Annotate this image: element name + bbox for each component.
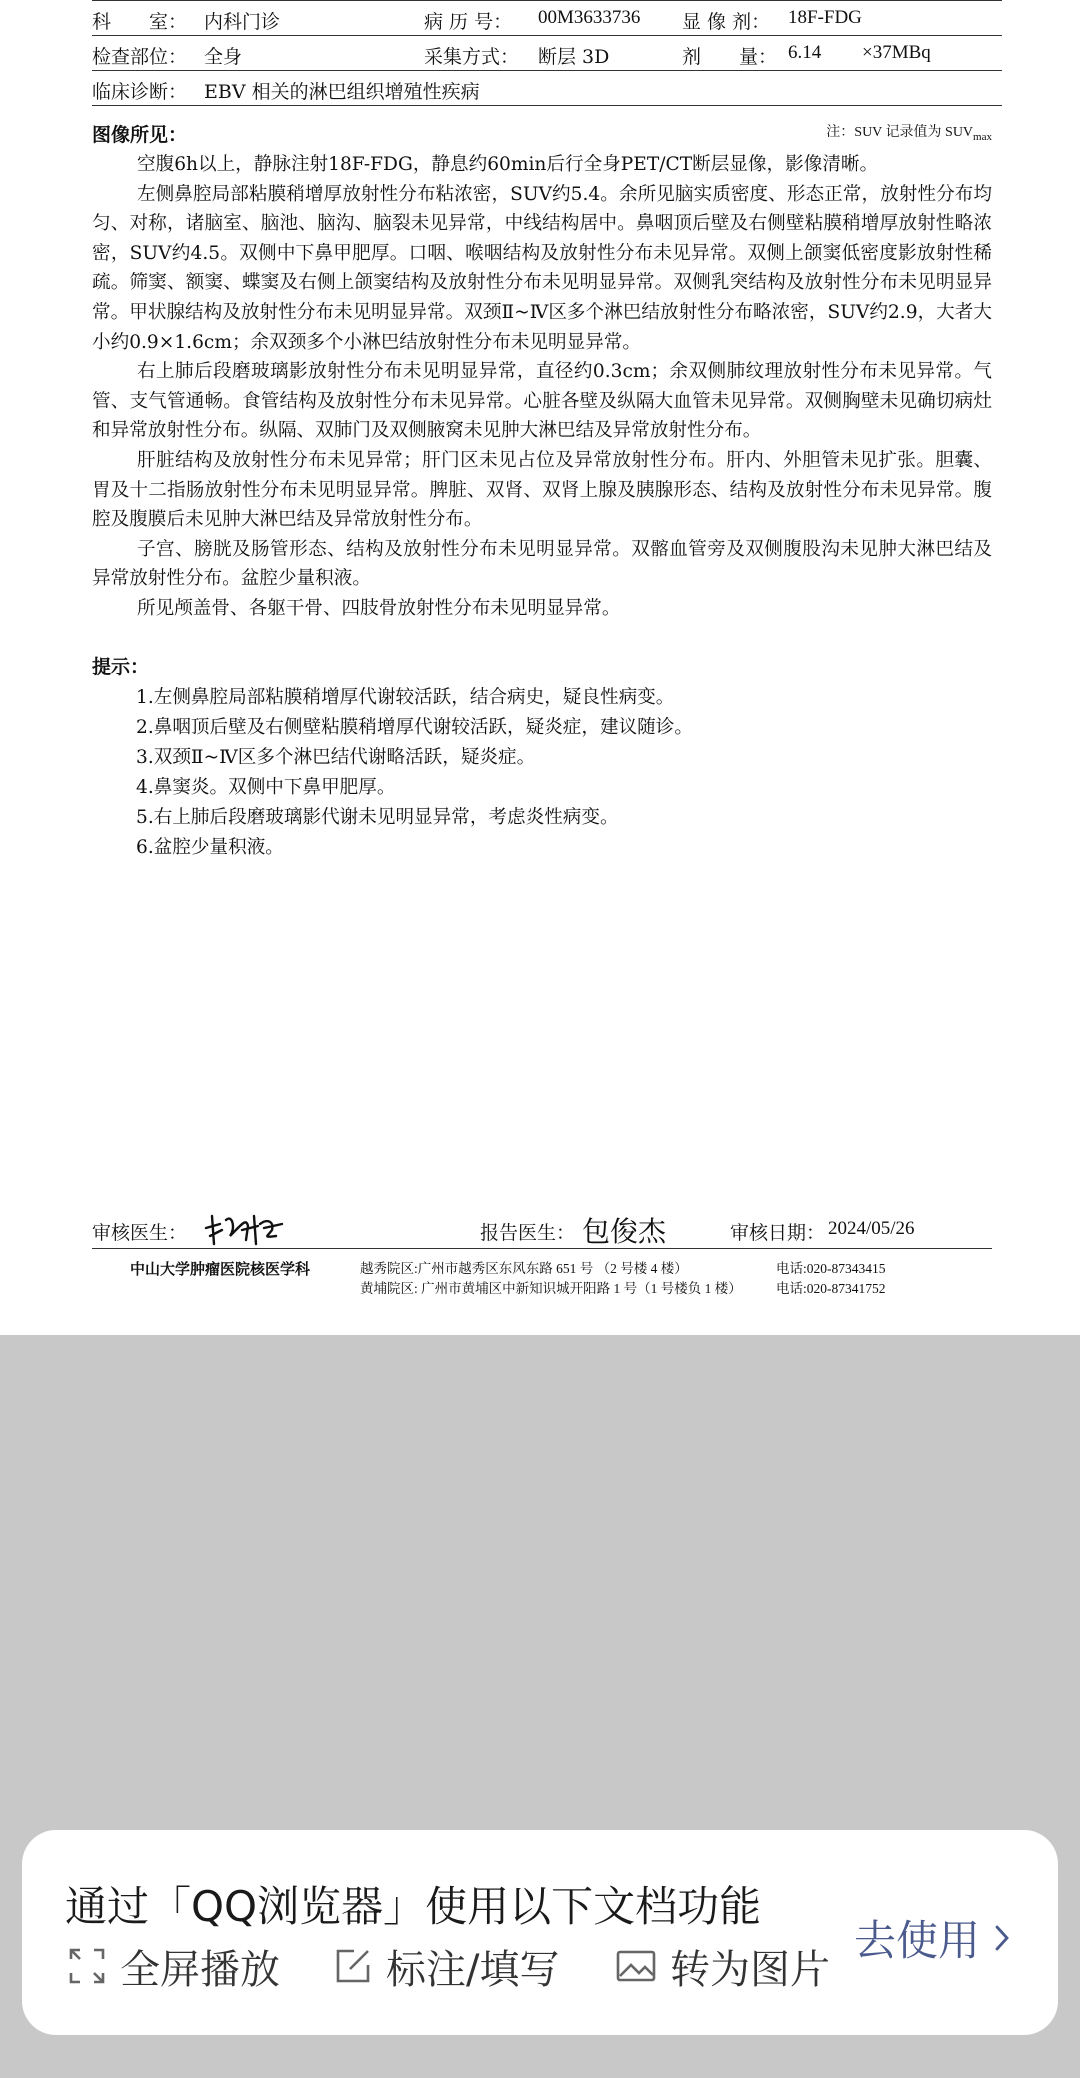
record-number-value: 00M3633736 — [538, 7, 641, 28]
suv-note-subscript: max — [973, 130, 992, 143]
acquisition-method-label: 采集方式： — [424, 46, 520, 68]
findings-paragraph: 左侧鼻腔局部粘膜稍增厚放射性分布粘浓密，SUV约5.4。余所见脑实质密度、形态正常，放射性分布均匀、对称，诸脑室、脑池、脑沟、脑裂未见异常，中线结构居中。鼻咽顶后壁及右侧壁粘膜稍增厚放射性略浓密，SUV约4.5。双侧中下鼻甲肥厚。口咽、喉咽结构及放射性分布未见异常。双侧上颌窦低密度影放射性稀疏。筛窦、额窦、蝶窦及右侧上颌窦结构及放射性分布未见明显异常。双侧乳突结构及放射性分布未见明显异常。甲状腺结构及放射性分布未见明显异常。双颈Ⅱ~Ⅳ区多个淋巴结放射性分布略浓密，SUV约2.9，大者大小约0.9×1.6cm；余双颈多个小淋巴结放射性分布未见明显异常。 — [92, 183, 992, 353]
hints-title: 提示： — [92, 657, 150, 678]
imaging-agent-value: 18F-FDG — [788, 7, 862, 28]
findings-paragraph: 肝脏结构及放射性分布未见异常；肝门区未见占位及异常放射性分布。肝内、外胆管未见扩张。胆囊、胃及十二指肠放射性分布未见明显异常。脾脏、双肾、双肾上腺及胰腺形态、结构及放射性分布未见异常。腹腔及腹膜后未见肿大淋巴结及异常放射性分布。 — [92, 449, 992, 531]
imaging-agent-label: 显 像 剂： — [682, 11, 771, 33]
department-label: 科 室： — [92, 11, 188, 33]
findings-title: 图像所见： — [92, 125, 188, 146]
banner-title: 通过「QQ浏览器」使用以下文档功能 — [65, 1882, 762, 1931]
edit-icon — [334, 1947, 372, 1985]
exam-site-label: 检查部位： — [92, 46, 188, 68]
info-row-site — [92, 36, 1002, 71]
department-value: 内科门诊 — [204, 11, 281, 33]
info-row-diagnosis — [92, 71, 1002, 106]
review-date-value: 2024/05/26 — [828, 1218, 915, 1239]
fullscreen-label: 全屏播放 — [120, 1946, 280, 1993]
phone-huangpu: 电话:020-87341752 — [776, 1281, 886, 1296]
hospital-name: 中山大学肿瘤医院核医学科 — [130, 1261, 311, 1278]
findings-paragraph: 空腹6h以上，静脉注射18F-FDG，静息约60min后行全身PET/CT断层显像，影像清晰。 — [137, 154, 879, 175]
fullscreen-icon — [68, 1947, 106, 1985]
chevron-right-icon — [994, 1923, 1010, 1953]
phone-yuexiu: 电话:020-87343415 — [776, 1261, 886, 1276]
reporter-label: 报告医生： — [480, 1222, 576, 1244]
reporter-name: 包俊杰 — [582, 1215, 667, 1248]
reviewer-signature-image — [202, 1206, 288, 1250]
address-huangpu: 黄埔院区: 广州市黄埔区中新知识城开阳路 1 号（1 号楼负 1 楼） — [360, 1281, 742, 1296]
dose-label: 剂 量： — [682, 46, 778, 68]
hint-item: 6.盆腔少量积液。 — [136, 837, 284, 858]
info-row-department — [92, 0, 1002, 36]
to-image-feature[interactable] — [616, 1940, 830, 1992]
suv-note-text: 注：SUV 记录值为 SUV — [826, 125, 974, 140]
annotate-feature[interactable] — [334, 1940, 559, 1992]
exam-site-value: 全身 — [204, 46, 243, 68]
record-number-label: 病 历 号： — [424, 11, 513, 33]
image-icon — [616, 1949, 656, 1983]
patient-info-table — [92, 0, 1002, 106]
reviewer-label: 审核医生： — [92, 1222, 188, 1244]
hint-item: 2.鼻咽顶后壁及右侧壁粘膜稍增厚代谢较活跃，疑炎症，建议随诊。 — [136, 717, 693, 738]
hint-item: 5.右上肺后段磨玻璃影代谢未见明显异常，考虑炎性病变。 — [136, 807, 619, 828]
findings-paragraph: 右上肺后段磨玻璃影放射性分布未见明显异常，直径约0.3cm；余双侧肺纹理放射性分布未见异常。气管、支气管通畅。食管结构及放射性分布未见异常。心脏各壁及纵隔大血管未见异常。双侧胸壁未见确切病灶和异常放射性分布。纵隔、双肺门及双侧腋窝未见肿大淋巴结及异常放射性分布。 — [92, 361, 992, 442]
qq-browser-promo-banner[interactable] — [22, 1830, 1058, 2035]
findings-body — [92, 150, 992, 624]
signature-row — [92, 1210, 992, 1249]
go-use-button[interactable] — [854, 1910, 1010, 1966]
go-use-label: 去使用 — [854, 1916, 981, 1965]
findings-paragraph: 子宫、膀胱及肠管形态、结构及放射性分布未见明显异常。双髂血管旁及双侧腹股沟未见肿大淋巴结及异常放射性分布。盆腔少量积液。 — [92, 538, 992, 590]
findings-paragraph: 所见颅盖骨、各躯干骨、四肢骨放射性分布未见明显异常。 — [137, 597, 621, 619]
dose-unit: ×37MBq — [862, 42, 931, 63]
hint-item: 3.双颈Ⅱ~Ⅳ区多个淋巴结代谢略活跃，疑炎症。 — [136, 747, 536, 768]
fullscreen-feature[interactable] — [68, 1940, 280, 1992]
hint-item: 4.鼻窦炎。双侧中下鼻甲肥厚。 — [136, 777, 396, 798]
suv-note — [826, 121, 992, 143]
address-yuexiu: 越秀院区:广州市越秀区东风东路 651 号 （2 号楼 4 楼） — [360, 1261, 688, 1276]
annotate-label: 标注/填写 — [386, 1946, 560, 1993]
acquisition-method-value: 断层 3D — [538, 46, 610, 68]
hint-item: 1.左侧鼻腔局部粘膜稍增厚代谢较活跃，结合病史，疑良性病变。 — [136, 687, 675, 708]
to-image-label: 转为图片 — [670, 1946, 830, 1993]
clinical-diagnosis-label: 临床诊断： — [92, 81, 188, 103]
dose-value: 6.14 — [788, 42, 822, 63]
review-date-label: 审核日期： — [730, 1222, 826, 1244]
clinical-diagnosis-value: EBV 相关的淋巴组织增殖性疾病 — [204, 81, 480, 103]
hints-list — [136, 683, 693, 863]
